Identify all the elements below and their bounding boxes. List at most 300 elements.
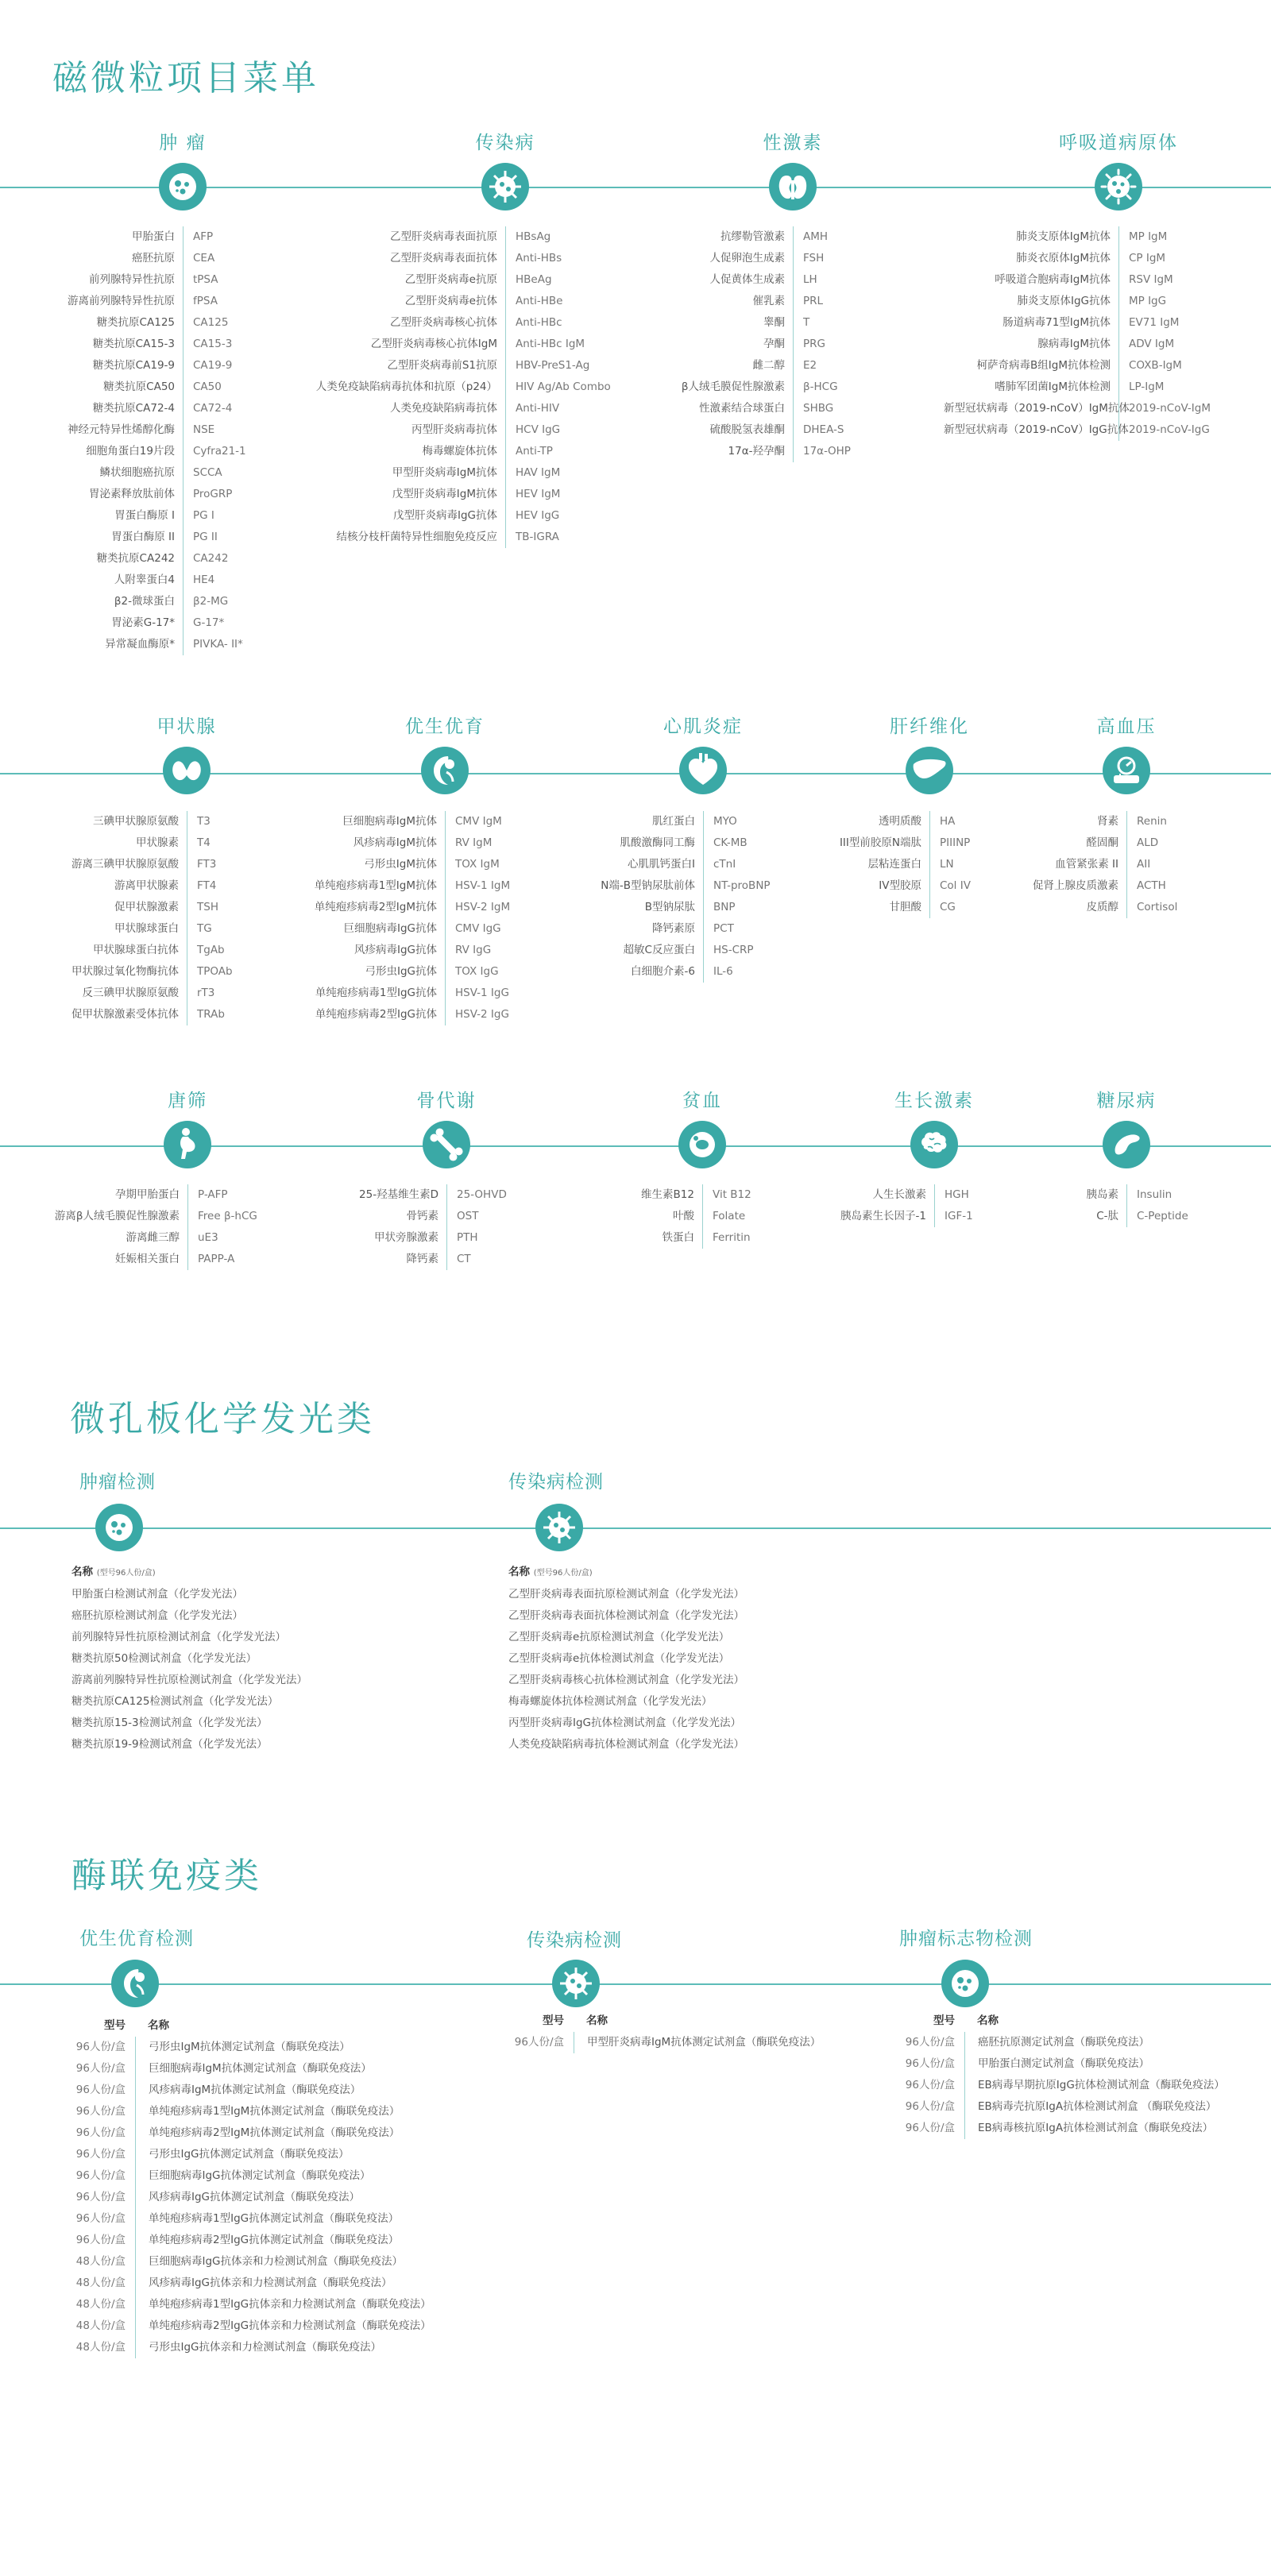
category-items xyxy=(626,226,851,462)
item-name: 甲状旁腺激素 xyxy=(264,1227,447,1249)
item-name: 肠道病毒71型IgM抗体 xyxy=(944,312,1119,334)
item-name: 胃蛋白酶原 II xyxy=(5,527,184,548)
section-title-elisa: 酶联免疫类 xyxy=(71,1856,262,1896)
item-name: 睾酮 xyxy=(626,312,794,334)
list-item xyxy=(0,811,233,832)
item-name: 游离雌三醇 xyxy=(0,1227,188,1249)
list-header: 名称 (型号96人份/盒) xyxy=(508,1566,593,1578)
table-header xyxy=(499,2010,821,2032)
item-code: SHBG xyxy=(803,402,834,415)
item-code: 17α-OHP xyxy=(803,445,851,458)
list-item xyxy=(238,961,510,983)
row-name: 甲型肝炎病毒IgM抗体测定试剂盒（酶联免疫法） xyxy=(587,2036,821,2049)
item-name: 糖类抗原CA125 xyxy=(5,312,184,334)
list-item xyxy=(5,484,246,505)
kidney-icon xyxy=(769,163,817,210)
list-item: 乙型肝炎病毒核心抗体检测试剂盒（化学发光法） xyxy=(508,1674,744,1686)
list-item: 糖类抗原50检测试剂盒（化学发光法） xyxy=(71,1652,257,1665)
item-name: 甲状腺过氧化物酶抗体 xyxy=(0,961,187,983)
category-title: 甲状腺 xyxy=(156,716,217,737)
list-item xyxy=(626,248,851,269)
list-item xyxy=(5,527,246,548)
item-name: 人促黄体生成素 xyxy=(626,269,794,291)
list-item xyxy=(5,312,246,334)
item-name: 人生长激素 xyxy=(767,1184,935,1206)
item-name: 游离前列腺特异性抗原 xyxy=(5,291,184,312)
item-code: Anti-HIV xyxy=(516,402,560,415)
row-model: 48人份/盒 xyxy=(64,2294,136,2315)
list-item xyxy=(267,291,611,312)
list-item xyxy=(0,1206,257,1227)
list-item xyxy=(626,419,851,441)
item-code: rT3 xyxy=(197,987,215,999)
list-item xyxy=(552,811,771,832)
item-name: 乙型肝炎病毒核心抗体IgM xyxy=(267,334,506,355)
item-name: 嗜肺军团菌IgM抗体检测 xyxy=(944,377,1119,398)
item-code: E2 xyxy=(803,359,817,372)
list-item xyxy=(0,940,233,961)
item-name: 肺炎衣原体IgM抗体 xyxy=(944,248,1119,269)
category-blood-cell xyxy=(607,1087,798,1168)
item-name: β2-微球蛋白 xyxy=(5,591,184,612)
list-item xyxy=(264,1227,507,1249)
table-row xyxy=(499,2032,821,2053)
item-name: 甘胆酸 xyxy=(747,897,930,918)
item-code: CA72-4 xyxy=(193,402,233,415)
list-item xyxy=(552,832,771,854)
category-title: 心肌炎症 xyxy=(663,716,743,737)
list-item xyxy=(0,875,233,897)
item-code: HBeAg xyxy=(516,273,552,286)
brain-icon xyxy=(910,1121,958,1168)
item-code: 2019-nCoV-IgG xyxy=(1129,423,1210,436)
item-code: CA125 xyxy=(193,316,229,329)
category-liver xyxy=(834,713,1025,794)
list-item: 乙型肝炎病毒表面抗体检测试剂盒（化学发光法） xyxy=(508,1609,744,1622)
table-row xyxy=(890,2032,1225,2053)
list-item xyxy=(944,312,1211,334)
category-title: 生长激素 xyxy=(894,1091,974,1111)
list-item: 甲胎蛋白检测试剂盒（化学发光法） xyxy=(71,1588,243,1601)
row-model: 48人份/盒 xyxy=(64,2273,136,2294)
row-model: 96人份/盒 xyxy=(64,2058,136,2080)
item-code: Cortisol xyxy=(1137,901,1178,913)
item-code: Col IV xyxy=(940,879,971,892)
row-model: 96人份/盒 xyxy=(890,2032,965,2053)
category-bone xyxy=(351,1087,542,1168)
item-name: 孕期甲胎蛋白 xyxy=(0,1184,188,1206)
category-title: 优生优育 xyxy=(405,716,485,737)
row-model: 96人份/盒 xyxy=(64,2037,136,2058)
list-item xyxy=(0,854,233,875)
item-name: 甲型肝炎病毒IgM抗体 xyxy=(267,462,506,484)
item-code: uE3 xyxy=(198,1231,218,1244)
list-item xyxy=(0,983,233,1004)
item-name: 反三碘甲状腺原氨酸 xyxy=(0,983,187,1004)
heart-icon xyxy=(679,747,727,794)
item-code: HAV IgM xyxy=(516,466,561,479)
item-name: 催乳素 xyxy=(626,291,794,312)
table-row xyxy=(890,2075,1225,2096)
list-item xyxy=(747,832,971,854)
header-name: 名称 xyxy=(977,2014,999,2027)
item-name: 单纯疱疹病毒1型IgG抗体 xyxy=(238,983,446,1004)
list-item xyxy=(552,875,771,897)
list-item xyxy=(264,1184,507,1206)
category-title: 传染病 xyxy=(475,133,535,153)
category-title: 呼吸道病原体 xyxy=(1059,133,1178,153)
item-code: RSV IgM xyxy=(1129,273,1173,286)
item-code: Ferritin xyxy=(713,1231,751,1244)
item-code: 25-OHVD xyxy=(457,1188,507,1201)
list-item xyxy=(267,484,611,505)
category-items xyxy=(0,811,233,1025)
item-name: 戊型肝炎病毒IgM抗体 xyxy=(267,484,506,505)
item-name: 巨细胞病毒IgG抗体 xyxy=(238,918,446,940)
list-item xyxy=(551,1184,751,1206)
item-code: β2-MG xyxy=(193,595,229,608)
item-name: 肺炎支原体IgG抗体 xyxy=(944,291,1119,312)
elisa-tumor-table xyxy=(890,2010,1225,2139)
row-name: EB病毒早期抗原IgG抗体检测试剂盒（酶联免疫法） xyxy=(978,2079,1225,2091)
item-code: Anti-HBe xyxy=(516,295,563,307)
item-name: 异常凝血酶原* xyxy=(5,634,184,655)
item-name: 白细胞介素-6 xyxy=(552,961,704,983)
list-item xyxy=(0,1249,257,1270)
list-item xyxy=(626,355,851,377)
category-pathogen xyxy=(1023,129,1214,210)
item-code: RV IgG xyxy=(455,944,492,956)
item-name: 呼吸道合胞病毒IgM抗体 xyxy=(944,269,1119,291)
virus-icon xyxy=(481,163,529,210)
list-item xyxy=(267,462,611,484)
row-name: 巨细胞病毒IgM抗体测定试剂盒（酶联免疫法） xyxy=(149,2062,372,2075)
item-code: TOX IgG xyxy=(455,965,499,978)
item-code: Vit B12 xyxy=(713,1188,751,1201)
item-code: CK-MB xyxy=(713,836,748,849)
item-name: 糖类抗原CA15-3 xyxy=(5,334,184,355)
item-name: 三碘甲状腺原氨酸 xyxy=(0,811,187,832)
item-code: ALD xyxy=(1137,836,1159,849)
list-item xyxy=(267,441,611,462)
virus-icon xyxy=(552,1960,600,2007)
list-item xyxy=(747,854,971,875)
table-row xyxy=(890,2118,1225,2139)
item-name: 乙型肝炎病毒核心抗体 xyxy=(267,312,506,334)
category-blood-pressure xyxy=(1031,713,1222,794)
category-pregnancy xyxy=(92,1087,283,1168)
item-code: OST xyxy=(457,1210,479,1222)
blood-cell-icon xyxy=(678,1121,726,1168)
row-name: 单纯疱疹病毒1型IgG抗体测定试剂盒（酶联免疫法） xyxy=(149,2212,400,2225)
item-name: 肺炎支原体IgM抗体 xyxy=(944,226,1119,248)
item-name: 柯萨奇病毒B组IgM抗体检测 xyxy=(944,355,1119,377)
item-code: ProGRP xyxy=(193,488,233,500)
item-name: 巨细胞病毒IgM抗体 xyxy=(238,811,446,832)
item-name: 甲状腺球蛋白 xyxy=(0,918,187,940)
list-item xyxy=(0,961,233,983)
item-code: fPSA xyxy=(193,295,218,307)
category-items xyxy=(0,1184,257,1270)
table-row xyxy=(64,2230,431,2251)
header-model: 型号 xyxy=(543,2014,564,2027)
item-code: HBV-PreS1-Ag xyxy=(516,359,590,372)
item-code: cTnI xyxy=(713,858,736,871)
header-model: 型号 xyxy=(933,2014,955,2027)
table-row xyxy=(64,2080,431,2101)
item-name: B型钠尿肽 xyxy=(552,897,704,918)
item-name: 乙型肝炎病毒e抗原 xyxy=(267,269,506,291)
item-name: III型前胶原N端肽 xyxy=(747,832,930,854)
list-item xyxy=(5,419,246,441)
category-items xyxy=(552,811,771,983)
list-item xyxy=(747,897,971,918)
tumor-cell-icon xyxy=(941,1960,989,2007)
item-name: 肾素 xyxy=(991,811,1127,832)
item-code: Anti-HBc IgM xyxy=(516,338,585,350)
divider-line xyxy=(0,1527,1271,1529)
item-name: 单纯疱疹病毒1型IgM抗体 xyxy=(238,875,446,897)
row-name: EB病毒壳抗原IgA抗体检测试剂盒 （酶联免疫法） xyxy=(978,2100,1217,2113)
item-code: PCT xyxy=(713,922,734,935)
item-code: HE4 xyxy=(193,574,215,586)
row-model: 48人份/盒 xyxy=(64,2251,136,2273)
item-name: 人附睾蛋白4 xyxy=(5,570,184,591)
category-title: 肿 瘤 xyxy=(159,133,207,153)
list-item xyxy=(767,1206,973,1227)
item-code: AMH xyxy=(803,230,829,243)
row-name: 风疹病毒IgG抗体亲和力检测试剂盒（酶联免疫法） xyxy=(149,2277,392,2289)
list-item xyxy=(944,334,1211,355)
item-name: 新型冠状病毒（2019-nCoV）IgG抗体 xyxy=(944,419,1119,441)
item-code: HIV Ag/Ab Combo xyxy=(516,380,611,393)
item-name: 胃泌素释放肽前体 xyxy=(5,484,184,505)
list-item xyxy=(0,832,233,854)
row-model: 96人份/盒 xyxy=(64,2165,136,2187)
item-code: PG I xyxy=(193,509,214,522)
category-heart xyxy=(608,713,798,794)
table-row xyxy=(64,2122,431,2144)
list-item xyxy=(238,1004,510,1025)
row-model: 96人份/盒 xyxy=(890,2075,965,2096)
category-kidney xyxy=(697,129,888,210)
item-code: COXB-IgM xyxy=(1129,359,1182,372)
list-item: 乙型肝炎病毒e抗原检测试剂盒（化学发光法） xyxy=(508,1631,730,1643)
item-name: 促甲状腺激素受体抗体 xyxy=(0,1004,187,1025)
item-code: CA19-9 xyxy=(193,359,233,372)
item-name: 性激素结合球蛋白 xyxy=(626,398,794,419)
category-items xyxy=(944,226,1211,441)
list-item xyxy=(267,312,611,334)
item-name: 孕酮 xyxy=(626,334,794,355)
item-code: Free β-hCG xyxy=(198,1210,257,1222)
list-item xyxy=(944,355,1211,377)
list-item: 糖类抗原CA125检测试剂盒（化学发光法） xyxy=(71,1695,279,1708)
list-item xyxy=(944,377,1211,398)
item-name: 游离甲状腺素 xyxy=(0,875,187,897)
item-code: CMV IgG xyxy=(455,922,501,935)
item-name: C-肽 xyxy=(991,1206,1127,1227)
item-name: 25-羟基维生素D xyxy=(264,1184,447,1206)
item-name: 人促卵泡生成素 xyxy=(626,248,794,269)
item-code: BNP xyxy=(713,901,736,913)
row-model: 96人份/盒 xyxy=(890,2118,965,2139)
blood-pressure-icon xyxy=(1103,747,1150,794)
row-model: 96人份/盒 xyxy=(890,2053,965,2075)
item-code: HSV-2 IgG xyxy=(455,1008,509,1021)
fetus-icon xyxy=(421,747,469,794)
item-name: 乙型肝炎病毒表面抗体 xyxy=(267,248,506,269)
table-row xyxy=(890,2053,1225,2075)
row-name: 巨细胞病毒IgG抗体测定试剂盒（酶联免疫法） xyxy=(149,2169,371,2182)
item-code: G-17* xyxy=(193,616,225,629)
list-item xyxy=(626,226,851,248)
list-item xyxy=(626,334,851,355)
divider-line xyxy=(0,1983,1271,1985)
item-code: TPOAb xyxy=(197,965,233,978)
list-item xyxy=(991,897,1177,918)
list-item xyxy=(5,634,246,655)
category-items xyxy=(238,811,510,1025)
item-code: PG II xyxy=(193,531,218,543)
item-name: 游离三碘甲状腺原氨酸 xyxy=(0,854,187,875)
item-name: 单纯疱疹病毒2型IgM抗体 xyxy=(238,897,446,918)
category-brain xyxy=(839,1087,1030,1168)
list-item xyxy=(747,875,971,897)
item-code: SCCA xyxy=(193,466,222,479)
list-item xyxy=(0,897,233,918)
list-item xyxy=(238,983,510,1004)
section-title-magnetic: 磁微粒项目菜单 xyxy=(52,58,319,98)
list-item xyxy=(944,226,1211,248)
list-item: 乙型肝炎病毒e抗体检测试剂盒（化学发光法） xyxy=(508,1652,730,1665)
item-code: P-AFP xyxy=(198,1188,228,1201)
item-name: 维生素B12 xyxy=(551,1184,703,1206)
fetus-icon xyxy=(111,1960,159,2007)
plate-infect-title: 传染病检测 xyxy=(508,1472,604,1493)
category-title: 贫血 xyxy=(682,1091,722,1111)
list-item xyxy=(238,832,510,854)
plate-tumor-title: 肿瘤检测 xyxy=(79,1472,156,1493)
item-name: 乙型肝炎病毒表面抗原 xyxy=(267,226,506,248)
item-code: CA15-3 xyxy=(193,338,233,350)
item-name: 胰岛素生长因子-1 xyxy=(767,1206,935,1227)
item-name: β人绒毛膜促性腺激素 xyxy=(626,377,794,398)
list-item xyxy=(267,377,611,398)
table-row xyxy=(64,2251,431,2273)
pancreas-icon xyxy=(1103,1121,1150,1168)
list-item xyxy=(5,334,246,355)
item-code: TG xyxy=(197,922,212,935)
list-item xyxy=(5,548,246,570)
item-name: 促甲状腺激素 xyxy=(0,897,187,918)
item-name: 胰岛素 xyxy=(991,1184,1127,1206)
row-name: 弓形虫IgG抗体亲和力检测试剂盒（酶联免疫法） xyxy=(149,2341,382,2354)
item-name: 甲状腺素 xyxy=(0,832,187,854)
row-model: 48人份/盒 xyxy=(64,2337,136,2358)
item-code: FT3 xyxy=(197,858,217,871)
category-items xyxy=(5,226,246,655)
elisa-eugenics-table xyxy=(64,2015,431,2358)
item-name: 糖类抗原CA72-4 xyxy=(5,398,184,419)
list-item xyxy=(552,940,771,961)
item-name: 促肾上腺皮质激素 xyxy=(991,875,1127,897)
list-item xyxy=(552,918,771,940)
item-name: 抗缪勒管激素 xyxy=(626,226,794,248)
category-items xyxy=(767,1184,973,1227)
item-code: NSE xyxy=(193,423,215,436)
elisa-tumor-title: 肿瘤标志物检测 xyxy=(899,1929,1033,1949)
list-item xyxy=(5,355,246,377)
row-model: 96人份/盒 xyxy=(64,2208,136,2230)
item-name: 细胞角蛋白19片段 xyxy=(5,441,184,462)
list-item xyxy=(0,1184,257,1206)
row-model: 96人份/盒 xyxy=(64,2101,136,2122)
item-code: LH xyxy=(803,273,817,286)
list-item xyxy=(991,811,1177,832)
list-item xyxy=(626,312,851,334)
category-items xyxy=(991,811,1177,918)
list-item xyxy=(5,398,246,419)
table-header xyxy=(890,2010,1225,2032)
list-item xyxy=(267,505,611,527)
item-code: TB-IGRA xyxy=(516,531,559,543)
row-name: 弓形虫IgM抗体测定试剂盒（酶联免疫法） xyxy=(149,2041,350,2053)
list-item xyxy=(0,1004,233,1025)
item-code: CEA xyxy=(193,252,215,265)
table-row xyxy=(64,2037,431,2058)
list-item xyxy=(5,291,246,312)
liver-icon xyxy=(906,747,953,794)
list-item xyxy=(267,527,611,548)
list-item xyxy=(5,505,246,527)
elisa-infect-table xyxy=(499,2010,821,2053)
list-item xyxy=(238,940,510,961)
category-items xyxy=(264,1184,507,1270)
item-name: 风疹病毒IgG抗体 xyxy=(238,940,446,961)
item-name: 糖类抗原CA50 xyxy=(5,377,184,398)
table-row xyxy=(64,2058,431,2080)
item-code: IGF-1 xyxy=(945,1210,973,1222)
item-name: 丙型肝炎病毒抗体 xyxy=(267,419,506,441)
item-code: HGH xyxy=(945,1188,969,1201)
list-item xyxy=(5,612,246,634)
item-name: 甲状腺球蛋白抗体 xyxy=(0,940,187,961)
item-code: HEV IgM xyxy=(516,488,561,500)
category-title: 糖尿病 xyxy=(1096,1091,1157,1111)
list-item: 癌胚抗原检测试剂盒（化学发光法） xyxy=(71,1609,243,1622)
virus-icon xyxy=(535,1504,583,1551)
table-row xyxy=(64,2337,431,2358)
item-code: PRG xyxy=(803,338,825,350)
table-header xyxy=(64,2015,431,2037)
row-model: 96人份/盒 xyxy=(64,2187,136,2208)
row-name: 单纯疱疹病毒1型IgM抗体测定试剂盒（酶联免疫法） xyxy=(149,2105,400,2118)
list-item xyxy=(626,269,851,291)
row-model: 96人份/盒 xyxy=(890,2096,965,2118)
list-item xyxy=(5,462,246,484)
table-row xyxy=(64,2315,431,2337)
row-name: 甲胎蛋白测定试剂盒（酶联免疫法） xyxy=(978,2057,1149,2070)
category-items xyxy=(267,226,611,548)
item-name: 心肌肌钙蛋白I xyxy=(552,854,704,875)
list-item xyxy=(767,1184,973,1206)
table-row xyxy=(64,2101,431,2122)
item-name: IV型胶原 xyxy=(747,875,930,897)
list-item: 糖类抗原15-3检测试剂盒（化学发光法） xyxy=(71,1717,268,1729)
list-item xyxy=(0,918,233,940)
list-item: 丙型肝炎病毒IgG抗体检测试剂盒（化学发光法） xyxy=(508,1717,742,1729)
